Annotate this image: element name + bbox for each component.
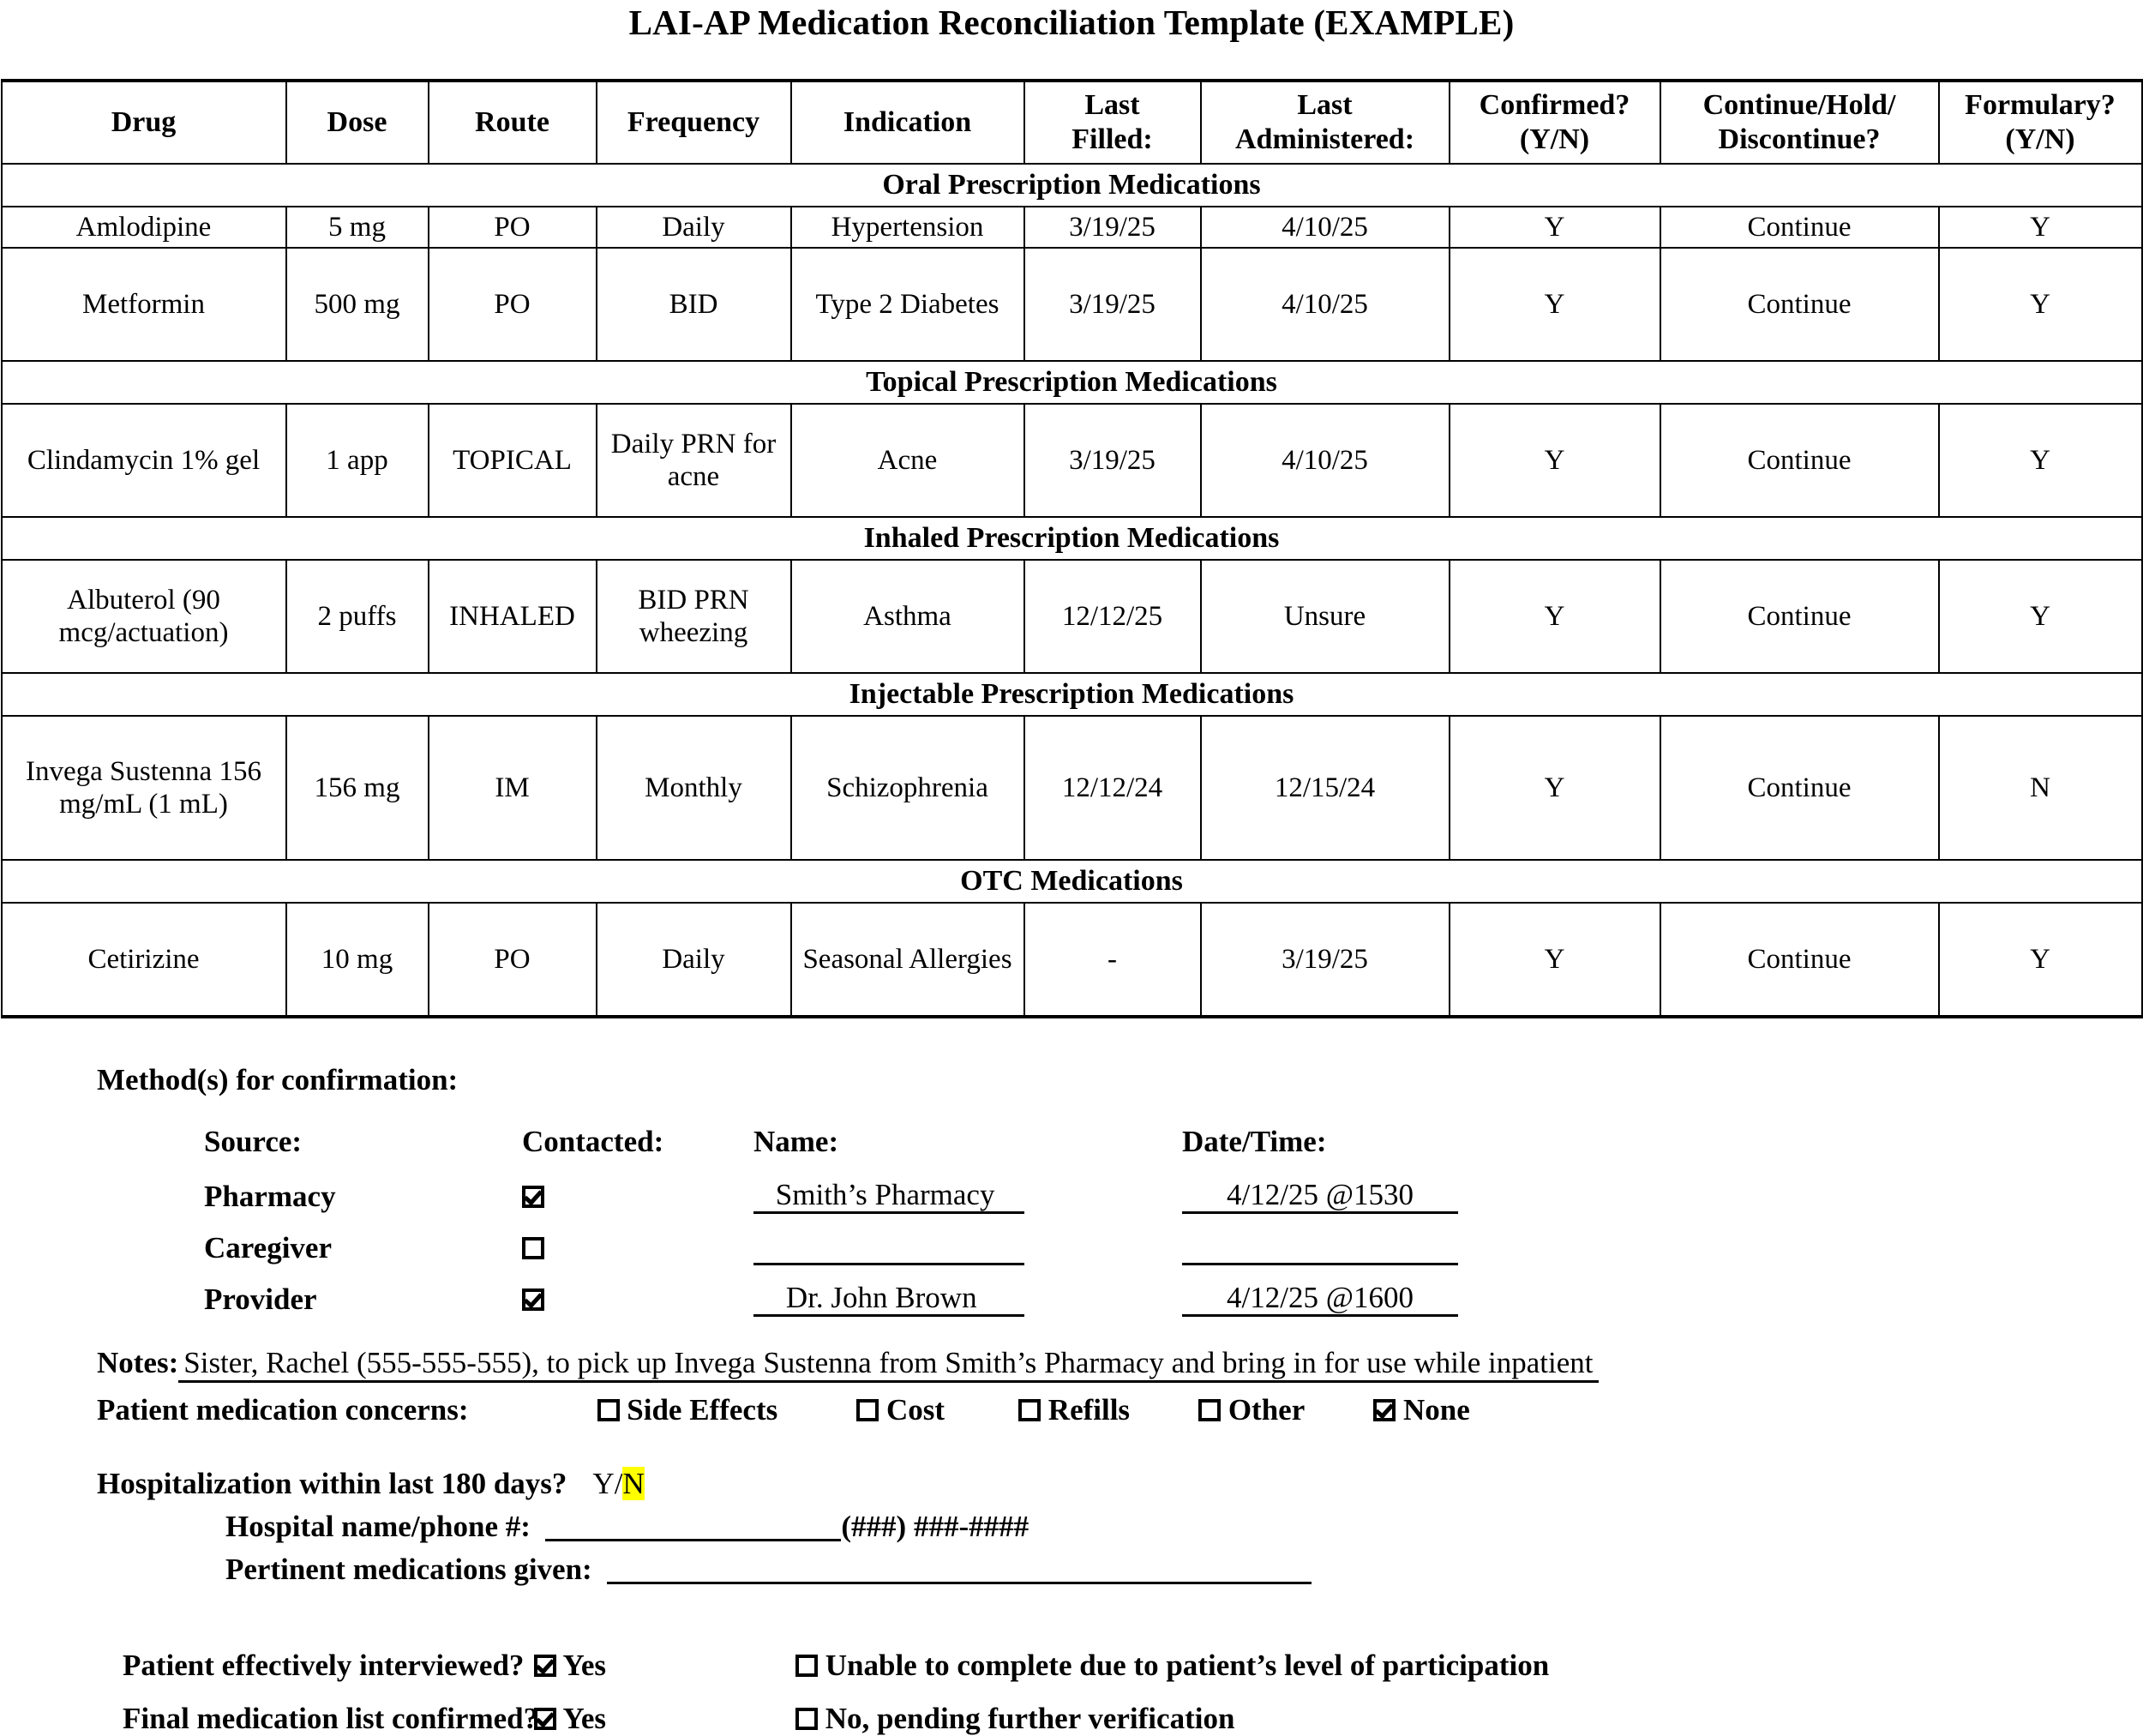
datetime-column-header: Date/Time: xyxy=(1182,1125,1327,1159)
cell-route: IM xyxy=(429,716,597,860)
checkbox-icon[interactable] xyxy=(522,1186,544,1208)
confirmation-name-input[interactable]: Smith’s Pharmacy xyxy=(753,1178,1024,1214)
cell-last-administered: 4/10/25 xyxy=(1201,248,1450,361)
checkbox-icon[interactable] xyxy=(534,1708,556,1730)
concern-option-label: Side Effects xyxy=(627,1393,778,1427)
column-header-7: Confirmed? (Y/N) xyxy=(1450,81,1660,164)
confirmation-contacted-checkbox[interactable] xyxy=(465,1265,753,1317)
cell-formulary: N xyxy=(1939,716,2142,860)
concerns-label: Patient medication concerns: xyxy=(97,1393,469,1427)
cell-continue-hold-discontinue: Continue xyxy=(1660,207,1939,248)
hospitalization-block xyxy=(97,1467,2143,1587)
confirmation-methods-title: Method(s) for confirmation: xyxy=(97,1063,459,1097)
concern-option-label: Other xyxy=(1228,1393,1306,1427)
cell-last-filled: 3/19/25 xyxy=(1024,248,1201,361)
hospital-name-phone-label: Hospital name/phone #: xyxy=(225,1510,531,1544)
cell-dose: 2 puffs xyxy=(286,560,429,673)
confirmation-contacted-checkbox[interactable] xyxy=(465,1162,753,1214)
cell-dose: 500 mg xyxy=(286,248,429,361)
final-question-row xyxy=(123,1702,2143,1736)
cell-last-administered: 4/10/25 xyxy=(1201,207,1450,248)
final-question-label: Patient effectively interviewed? xyxy=(123,1649,525,1683)
cell-frequency: Daily xyxy=(597,207,791,248)
cell-last-filled: 3/19/25 xyxy=(1024,404,1201,517)
final-alt-option[interactable] xyxy=(795,1702,1234,1736)
cell-drug: Clindamycin 1% gel xyxy=(2,404,286,517)
cell-indication: Asthma xyxy=(791,560,1024,673)
column-header-5: Last Filled: xyxy=(1024,81,1201,164)
concern-option-label: None xyxy=(1402,1393,1470,1427)
concern-option-cost[interactable] xyxy=(856,1393,945,1427)
cell-indication: Hypertension xyxy=(791,207,1024,248)
cell-frequency: Daily xyxy=(597,903,791,1017)
pertinent-medications-input[interactable] xyxy=(607,1582,1312,1584)
final-yes-label: Yes xyxy=(562,1702,607,1736)
cell-drug: Albuterol (90 mcg/actuation) xyxy=(2,560,286,673)
table-row xyxy=(2,404,2142,517)
confirmation-datetime-input[interactable]: 4/12/25 @1530 xyxy=(1182,1178,1458,1214)
table-row xyxy=(2,560,2142,673)
page-title: LAI-AP Medication Reconciliation Template (EXAMPLE) xyxy=(628,3,1515,42)
cell-frequency: Monthly xyxy=(597,716,791,860)
concern-option-label: Cost xyxy=(885,1393,945,1427)
cell-indication: Acne xyxy=(791,404,1024,517)
cell-last-administered: 12/15/24 xyxy=(1201,716,1450,860)
phone-format-hint: (###) ###-#### xyxy=(841,1510,1029,1544)
checkbox-icon[interactable] xyxy=(1373,1399,1396,1421)
cell-drug: Amlodipine xyxy=(2,207,286,248)
confirmation-datetime-input[interactable] xyxy=(1182,1229,1458,1265)
source-column-header: Source: xyxy=(204,1125,303,1159)
final-questions-block xyxy=(123,1649,2143,1736)
cell-frequency: Daily PRN for acne xyxy=(597,404,791,517)
cell-continue-hold-discontinue: Continue xyxy=(1660,903,1939,1017)
confirmation-source-label: Pharmacy xyxy=(204,1180,336,1214)
column-header-4: Indication xyxy=(791,81,1024,164)
table-row xyxy=(2,716,2142,860)
section-header-row xyxy=(2,860,2142,903)
cell-last-administered: 3/19/25 xyxy=(1201,903,1450,1017)
concern-option-label: Refills xyxy=(1047,1393,1131,1427)
checkbox-icon[interactable] xyxy=(597,1399,620,1421)
concern-option-refills[interactable] xyxy=(1018,1393,1130,1427)
confirmation-rows xyxy=(204,1162,1542,1317)
cell-drug: Invega Sustenna 156 mg/mL (1 mL) xyxy=(2,716,286,860)
hospitalization-answer-yes[interactable]: Y xyxy=(592,1467,615,1501)
notes-label: Notes: xyxy=(97,1346,179,1380)
confirmation-source-label: Provider xyxy=(204,1282,317,1317)
confirmation-form-area xyxy=(0,1063,2143,1736)
column-header-2: Route xyxy=(429,81,597,164)
final-yes-option[interactable] xyxy=(534,1649,795,1683)
hospitalization-answer-no[interactable]: N xyxy=(622,1467,645,1501)
cell-route: TOPICAL xyxy=(429,404,597,517)
confirmation-row xyxy=(204,1265,1542,1317)
hospitalization-question: Hospitalization within last 180 days? xyxy=(97,1467,567,1501)
hospitalization-question-row xyxy=(97,1467,2143,1501)
checkbox-icon[interactable] xyxy=(534,1655,556,1677)
column-header-9: Formulary? (Y/N) xyxy=(1939,81,2142,164)
cell-formulary: Y xyxy=(1939,404,2142,517)
notes-value[interactable]: Sister, Rachel (555-555-555), to pick up Invega Sustenna from Smith’s Pharmacy and bring in for use while inpatient xyxy=(178,1346,1598,1383)
cell-dose: 1 app xyxy=(286,404,429,517)
final-yes-option[interactable] xyxy=(534,1702,795,1736)
cell-last-administered: 4/10/25 xyxy=(1201,404,1450,517)
final-question-label: Final medication list confirmed? xyxy=(123,1702,539,1736)
patient-medication-concerns-line xyxy=(97,1393,2143,1427)
cell-continue-hold-discontinue: Continue xyxy=(1660,560,1939,673)
concern-option-side-effects[interactable] xyxy=(597,1393,778,1427)
cell-drug: Cetirizine xyxy=(2,903,286,1017)
concerns-options xyxy=(597,1393,1470,1427)
cell-continue-hold-discontinue: Continue xyxy=(1660,404,1939,517)
cell-last-filled: 12/12/24 xyxy=(1024,716,1201,860)
section-heading: OTC Medications xyxy=(2,860,2142,903)
hospitalization-answer-separator: / xyxy=(614,1467,623,1501)
column-header-8: Continue/Hold/ Discontinue? xyxy=(1660,81,1939,164)
table-header-row xyxy=(2,81,2142,164)
table-row xyxy=(2,207,2142,248)
column-header-3: Frequency xyxy=(597,81,791,164)
cell-frequency: BID xyxy=(597,248,791,361)
hospitalization-answer[interactable] xyxy=(592,1467,644,1500)
confirmation-sources-table xyxy=(204,1102,1542,1317)
medication-reconciliation-table xyxy=(1,79,2143,1018)
cell-confirmed: Y xyxy=(1450,716,1660,860)
confirmation-row xyxy=(204,1214,1542,1265)
section-header-row xyxy=(2,361,2142,404)
final-alt-label: Unable to complete due to patient’s level of participation xyxy=(825,1649,1550,1683)
cell-indication: Seasonal Allergies xyxy=(791,903,1024,1017)
cell-indication: Schizophrenia xyxy=(791,716,1024,860)
confirmation-row xyxy=(204,1162,1542,1214)
checkbox-icon[interactable] xyxy=(1198,1399,1221,1421)
cell-formulary: Y xyxy=(1939,207,2142,248)
section-heading: Inhaled Prescription Medications xyxy=(2,517,2142,560)
cell-confirmed: Y xyxy=(1450,207,1660,248)
section-header-row xyxy=(2,517,2142,560)
final-yes-label: Yes xyxy=(562,1649,607,1683)
cell-route: PO xyxy=(429,903,597,1017)
table-row xyxy=(2,903,2142,1017)
checkbox-icon[interactable] xyxy=(795,1708,818,1730)
cell-frequency: BID PRN wheezing xyxy=(597,560,791,673)
pertinent-medications-label: Pertinent medications given: xyxy=(225,1553,592,1587)
section-heading: Topical Prescription Medications xyxy=(2,361,2142,404)
cell-continue-hold-discontinue: Continue xyxy=(1660,248,1939,361)
cell-last-filled: 12/12/25 xyxy=(1024,560,1201,673)
confirmation-datetime-input[interactable]: 4/12/25 @1600 xyxy=(1182,1281,1458,1317)
cell-confirmed: Y xyxy=(1450,560,1660,673)
confirmation-name-input[interactable] xyxy=(753,1229,1024,1265)
section-header-row xyxy=(2,673,2142,716)
contacted-column-header: Contacted: xyxy=(522,1125,664,1159)
concern-option-other[interactable] xyxy=(1198,1393,1305,1427)
cell-last-administered: Unsure xyxy=(1201,560,1450,673)
cell-drug: Metformin xyxy=(2,248,286,361)
table-body xyxy=(2,164,2142,1017)
table-header xyxy=(2,81,2142,164)
checkbox-icon[interactable] xyxy=(522,1237,544,1259)
cell-last-filled: - xyxy=(1024,903,1201,1017)
cell-formulary: Y xyxy=(1939,903,2142,1017)
cell-confirmed: Y xyxy=(1450,404,1660,517)
cell-dose: 10 mg xyxy=(286,903,429,1017)
checkbox-icon[interactable] xyxy=(856,1399,879,1421)
concern-option-none[interactable] xyxy=(1373,1393,1470,1427)
checkbox-icon[interactable] xyxy=(1018,1399,1041,1421)
cell-route: PO xyxy=(429,248,597,361)
cell-route: INHALED xyxy=(429,560,597,673)
notes-line xyxy=(97,1346,2143,1383)
cell-route: PO xyxy=(429,207,597,248)
cell-confirmed: Y xyxy=(1450,903,1660,1017)
confirmation-contacted-checkbox[interactable] xyxy=(465,1214,753,1265)
final-alt-option[interactable] xyxy=(795,1649,1549,1683)
column-header-0: Drug xyxy=(2,81,286,164)
column-header-6: Last Administered: xyxy=(1201,81,1450,164)
pertinent-medications-row xyxy=(225,1553,2143,1587)
final-alt-label: No, pending further verification xyxy=(825,1702,1235,1736)
checkbox-icon[interactable] xyxy=(795,1655,818,1677)
cell-last-filled: 3/19/25 xyxy=(1024,207,1201,248)
final-question-row xyxy=(123,1649,2143,1683)
cell-formulary: Y xyxy=(1939,248,2142,361)
cell-confirmed: Y xyxy=(1450,248,1660,361)
column-header-1: Dose xyxy=(286,81,429,164)
name-column-header: Name: xyxy=(753,1125,839,1159)
cell-dose: 156 mg xyxy=(286,716,429,860)
table-row xyxy=(2,248,2142,361)
section-heading: Oral Prescription Medications xyxy=(2,164,2142,207)
cell-continue-hold-discontinue: Continue xyxy=(1660,716,1939,860)
confirmation-table-header xyxy=(204,1102,1542,1162)
hospital-name-phone-input[interactable] xyxy=(545,1539,841,1541)
cell-dose: 5 mg xyxy=(286,207,429,248)
confirmation-name-input[interactable]: Dr. John Brown xyxy=(753,1281,1024,1317)
hospital-name-phone-row xyxy=(225,1510,2143,1544)
section-header-row xyxy=(2,164,2142,207)
cell-formulary: Y xyxy=(1939,560,2142,673)
cell-indication: Type 2 Diabetes xyxy=(791,248,1024,361)
confirmation-source-label: Caregiver xyxy=(204,1231,333,1265)
section-heading: Injectable Prescription Medications xyxy=(2,673,2142,716)
checkbox-icon[interactable] xyxy=(522,1288,544,1311)
